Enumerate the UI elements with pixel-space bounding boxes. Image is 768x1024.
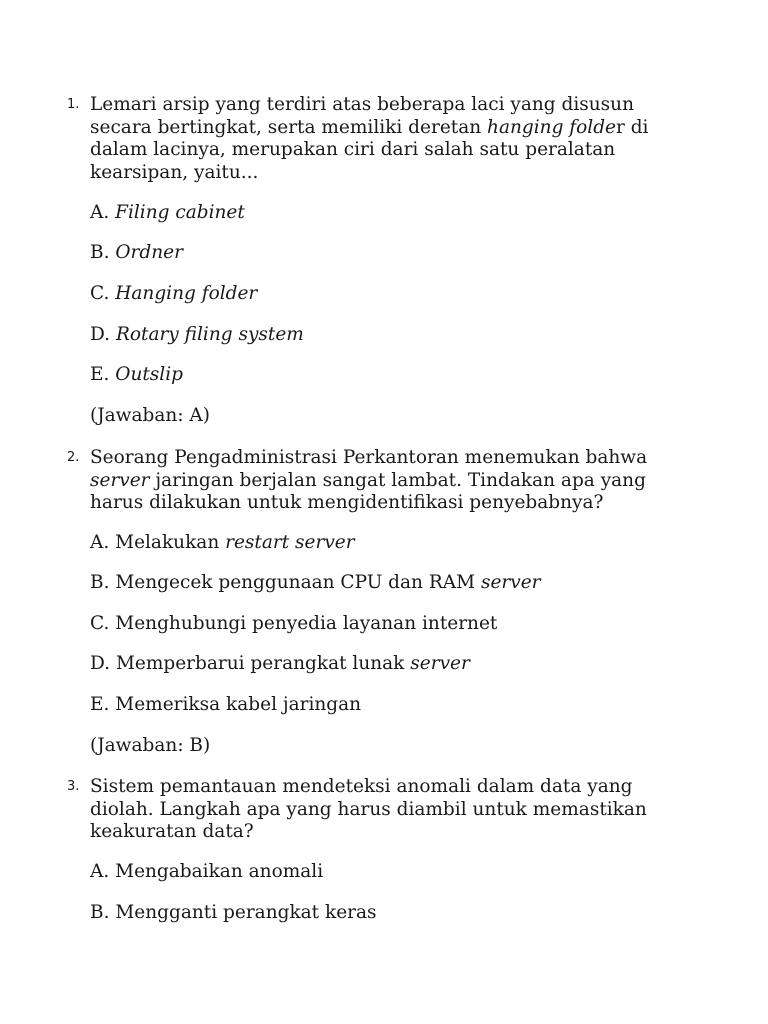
- option-c: C. Menghubungi penyedia layanan internet: [90, 613, 498, 634]
- question-line: diolah. Langkah apa yang harus diambil untuk memastikan: [90, 798, 647, 820]
- question-number: 3.: [67, 779, 80, 794]
- option-b: B. Ordner: [90, 242, 183, 263]
- question-line: server jaringan berjalan sangat lambat. Tindakan apa yang: [90, 469, 646, 491]
- option-a: A. Mengabaikan anomali: [90, 861, 324, 882]
- question-text: [90, 94, 690, 184]
- option-c: C. Hanging folder: [90, 283, 258, 304]
- question-number: 1.: [67, 97, 80, 112]
- question-line: keakuratan data?: [90, 821, 254, 843]
- question-text: [90, 447, 690, 515]
- option-a: A. Filing cabinet: [90, 202, 245, 223]
- question-line: Lemari arsip yang terdiri atas beberapa laci yang disusun: [90, 94, 634, 115]
- answer-key: (Jawaban: A): [90, 405, 211, 426]
- question-line: secara bertingkat, serta memiliki deretan hanging folder di: [90, 116, 649, 138]
- option-e: E. Memeriksa kabel jaringan: [90, 694, 362, 715]
- question-line: Sistem pemantauan mendeteksi anomali dalam data yang: [90, 776, 633, 797]
- option-d: D. Rotary filing system: [90, 324, 304, 345]
- option-e: E. Outslip: [90, 364, 183, 385]
- question-line: harus dilakukan untuk mengidentifikasi penyebabnya?: [90, 492, 604, 514]
- question-number: 2.: [67, 450, 80, 465]
- option-b: B. Mengganti perangkat keras: [90, 902, 377, 923]
- question-line: dalam lacinya, merupakan ciri dari salah satu peralatan: [90, 139, 616, 161]
- answer-key: (Jawaban: B): [90, 735, 211, 756]
- option-d: D. Memperbarui perangkat lunak server: [90, 653, 470, 674]
- option-a: A. Melakukan restart server: [90, 532, 355, 553]
- question-text: [90, 776, 690, 844]
- question-line: Seorang Pengadministrasi Perkantoran menemukan bahwa: [90, 447, 648, 468]
- option-b: B. Mengecek penggunaan CPU dan RAM server: [90, 572, 541, 593]
- question-line: kearsipan, yaitu...: [90, 161, 259, 183]
